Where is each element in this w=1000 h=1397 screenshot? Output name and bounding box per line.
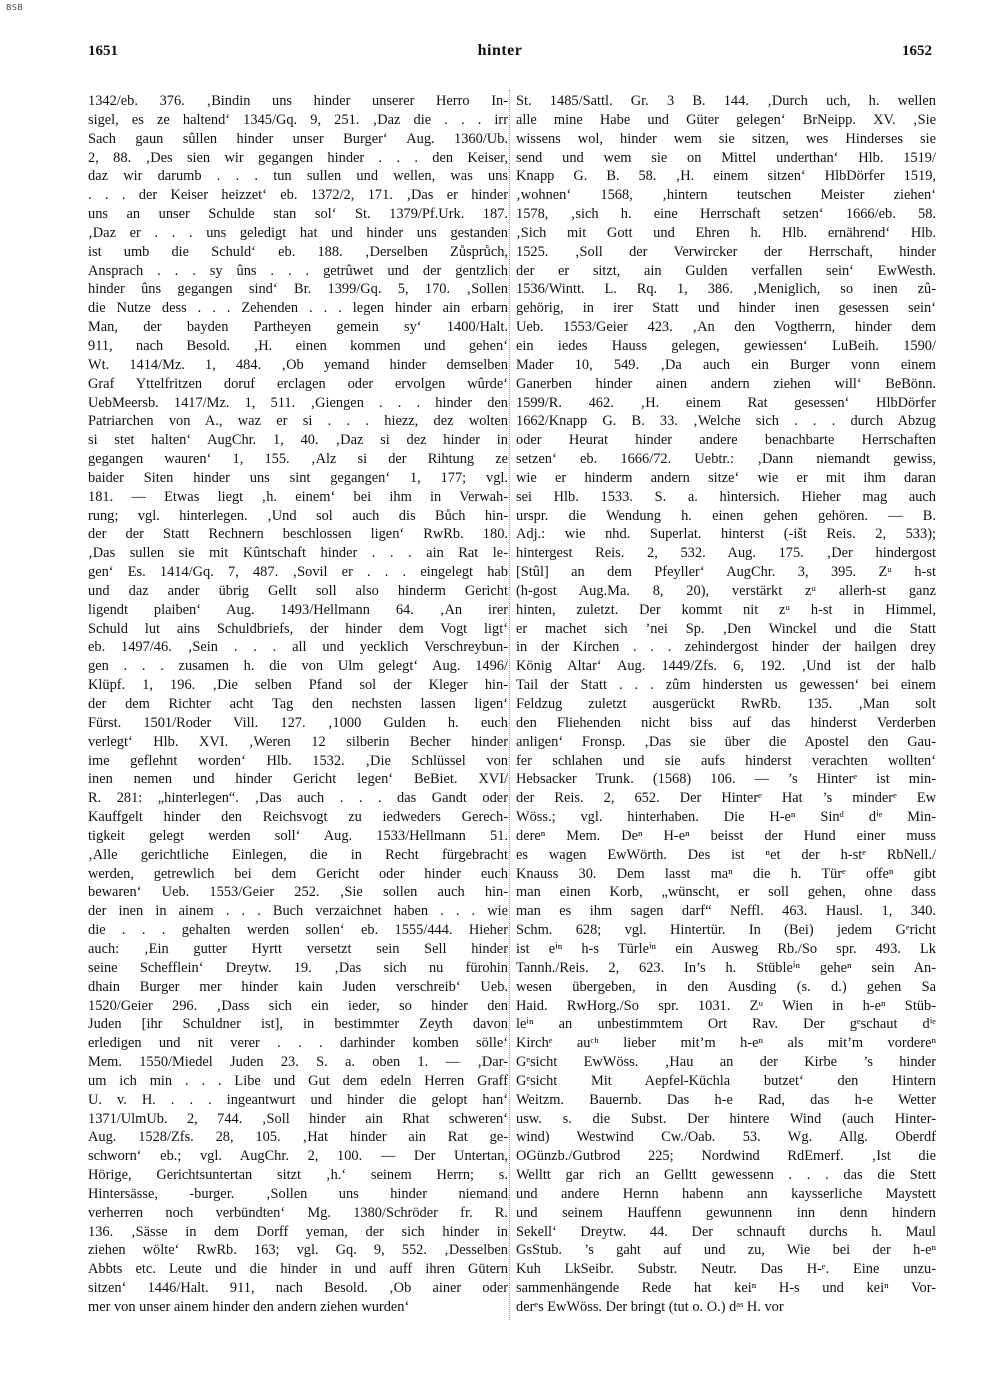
page-number-left: 1651	[88, 43, 118, 59]
text-line: Graf Yttelfritzen doruf erclagen oder ervolgen wûrde‘	[88, 375, 508, 392]
text-line: wesen übergeben, in den Ausding (s. d.) gehen Sa	[516, 978, 936, 995]
text-line: wie er hinderm andern sitze‘ wie er mit ihm daran	[516, 469, 936, 486]
text-line: dereⁿ Mem. Deⁿ H-eⁿ beisst der Hund einer muss	[516, 827, 936, 844]
text-line: 2, 88. ‚Des sien wir gegangen hinder . . . den Keiser,	[88, 149, 508, 166]
text-line: GsStub. ’s gaht auf und zu, Wie bei der h-eⁿ	[516, 1242, 936, 1259]
text-line: Sach gaun sûllen hinder unser Burger‘ Aug. 1360/Ub.	[88, 130, 508, 147]
text-line: Kauffgelt hinder den Reichsvogt zu iedweders Gerech-	[88, 809, 508, 826]
text-line: Klüpf. 1, 196. ‚Die selben Pfand sol der Kleger hin-	[88, 677, 508, 694]
text-line: Mem. 1550/Miedel Juden 23. S. a. oben 1. — ‚Dar-	[88, 1054, 508, 1071]
text-line: tigkeit gelegt werden soll‘ Aug. 1533/Hellmann 51.	[88, 827, 508, 844]
text-line: UebMeersb. 1417/Mz. 1, 511. ‚Giengen . . . hinder den	[88, 394, 508, 411]
text-line: Feldzug zuletzt ausgerückt RwRb. 135. ‚Man solt	[516, 696, 936, 712]
text-line: Wt. 1414/Mz. 1, 484. ‚Ob yemand hinder demselben	[88, 356, 508, 373]
text-line: verlegt‘ Hlb. XVI. ‚Weren 12 silberin Becher hinder	[88, 733, 508, 750]
text-line: send und wem sie on Mittel underthan‘ Hlb. 1519/	[516, 149, 936, 166]
text-line: bewaren‘ Ueb. 1553/Geier 252. ‚Sie sollen auch hin-	[88, 884, 508, 901]
text-line: Tail der Statt . . . zûm hindersten us gewessen‘ bei einem	[516, 677, 936, 694]
text-line: setzen‘ eb. 1666/72. Uebtr.: ‚Dann niemandt gewiss,	[516, 451, 936, 468]
text-line: daz wir darumb . . . tun sullen und wellen, was uns	[88, 168, 508, 185]
text-line: Gᵉsicht EwWöss. ‚Hau an der Kirbe ’s hinder	[516, 1054, 936, 1071]
text-line: Wöss.; vgl. hinterhaben. Die H-eⁿ Sinᵈ dⁱᵉ Min-	[516, 809, 936, 826]
text-line: 1536/Wintt. L. Rq. 1, 386. ‚Meniglich, so inen zû-	[516, 281, 936, 298]
text-line: der inen in ainem . . . Buch verzaichnet haben . . . wie	[88, 903, 508, 920]
text-line: St. 1485/Sattl. Gr. 3 B. 144. ‚Durch uch, h. wellen	[516, 93, 936, 109]
text-line: 1342/eb. 376. ‚Bindin uns hinder unserer Herro In-	[88, 93, 508, 109]
text-line: Ansprach . . . sy ûns . . . getrûwet und der gentzlich	[88, 262, 508, 279]
text-line: ist eⁱⁿ h-s Türleⁱⁿ ein Ausweg Rb./So spr. 493. Lk	[516, 940, 936, 957]
text-line: der Reis. 2, 652. Der Hinterᵉ Hat ’s minderᵉ Ew	[516, 790, 936, 807]
text-line: sigel, es ze haltend‘ 1345/Gq. 9, 251. ‚Daz die . . . irr	[88, 111, 508, 128]
text-line: Abbts etc. Leute und die hinder in und auff ihren Gütern	[88, 1261, 508, 1278]
text-line: 1578, ‚sich h. eine Herrschaft setzen‘ 1666/eb. 58.	[516, 206, 936, 223]
text-line: 911, nach Besold. ‚H. einen kommen und gehen‘	[88, 337, 508, 354]
text-line: und seinem Hauffenn gewunnenn inn denn hindern	[516, 1204, 936, 1221]
text-line: wissens wol, hinder wem sie sitzen, wes Hinderses sie	[516, 130, 936, 147]
text-line: ‚Alle gerichtliche Einlegen, die in Recht fürgebracht	[88, 846, 508, 863]
text-line: der dem Richter acht Tag den nechsten lassen ligen‘	[88, 696, 508, 712]
text-line: rung; vgl. hinterlegen. ‚Und sol auch dis Bůch hin-	[88, 507, 508, 524]
text-line: ziehen wölte‘ RwRb. 163; vgl. Gq. 9, 552. ‚Desselben	[88, 1242, 508, 1259]
text-line: Juden [ihr Schuldner ist], in bestimmter Zeyth davon	[88, 1016, 508, 1033]
column-divider	[509, 90, 510, 1320]
text-line: man es ihm sagen darf“ Neffl. 463. Hausl. 1, 340.	[516, 903, 936, 920]
text-line: OGünzb./Gutbrod 225; Nordwind RdEmerf. ‚Ist die	[516, 1148, 936, 1165]
text-line: schworn‘ eb.; vgl. AugChr. 2, 100. — Der Untertan,	[88, 1148, 508, 1165]
text-line: der der Statt Rechnern beschlossen ligen‘ RwRb. 180.	[88, 526, 508, 543]
text-line: ‚Sich mit Gott und Ehren h. Hlb. ernährend‘ Hlb.	[516, 224, 936, 241]
text-line: verherren noch verbündten‘ Mg. 1380/Schröder fr. R.	[88, 1204, 508, 1221]
text-line: sei Hlb. 1533. S. a. hintersich. Hieher mag auch	[516, 488, 936, 505]
text-line: Knauss 30. Dem lasst maⁿ die h. Türᵉ offeⁿ gibt	[516, 865, 936, 882]
text-line: urspr. die Wendung h. einen gehen gehören. — B.	[516, 507, 936, 524]
text-line: dhain Burger mer hinder kain Juden verschreib‘ Ueb.	[88, 978, 508, 995]
text-line: baider Siten hinder uns sint gegangen‘ 1, 177; vgl.	[88, 469, 508, 486]
text-line: 1525. ‚Soll der Verwircker der Herrschaft, hinder	[516, 243, 936, 260]
text-line: gen . . . zusamen h. die von Ulm gelegt‘ Aug. 1496/	[88, 658, 508, 675]
text-line: Adj.: wie nhd. Superlat. hinterst (-išt Reis. 2, 533);	[516, 526, 936, 543]
text-line: Weitzm. Bauernb. Das h-e Rad, das h-e Wetter	[516, 1091, 936, 1108]
text-line: Hörige, Gerichtsuntertan sitzt ‚h.‘ seinem Herrn; s.	[88, 1167, 508, 1184]
text-line: Ganerben hinder ainen andern ziehen will‘ BeBönn.	[516, 375, 936, 392]
text-line: Tannh./Reis. 2, 623. In’s h. Stübleⁱⁿ geheⁿ sein An-	[516, 959, 936, 976]
text-line: Schuld lut ains Schuldbriefs, der hinder dem Vogt ligt‘	[88, 620, 508, 637]
text-line: es wagen EwWörth. Des ist ⁿet der h-stᵉ RbNell./	[516, 846, 936, 863]
text-line: 1662/Knapp G. B. 33. ‚Welche sich . . . durch Abzug	[516, 413, 936, 430]
text-line: uns an unser Schulde stan sol‘ St. 1379/Pf.Urk. 187.	[88, 206, 508, 223]
text-line: gegangen wauren‘ 1, 155. ‚Alz si der Rihtung ze	[88, 451, 508, 468]
right-column	[516, 92, 936, 1322]
text-line: Kirchᵉ auᶜʰ lieber mit’m h-eⁿ als mit’m vordereⁿ	[516, 1035, 936, 1052]
text-line: Fürst. 1501/Roder Vill. 127. ‚1000 Gulden h. euch	[88, 714, 508, 731]
text-line: oder Heurat hinder andere benachbarte Herrschaften	[516, 432, 936, 449]
text-line: [Stûl] an dem Pfeyller‘ AugChr. 3, 395. Zᵘ h-st	[516, 564, 936, 581]
running-headword: hinter	[477, 42, 523, 59]
text-line: Patriarchen von A., waz er si . . . hiezz, dez wolten	[88, 413, 508, 430]
text-line: mer von unser ainem hinder den andern ziehen wurden‘	[88, 1299, 410, 1315]
text-line: sitzen‘ 1446/Halt. 911, nach Besold. ‚Ob ainer oder	[88, 1280, 508, 1297]
text-line: um ich min . . . Libe und Gut dem edeln Herren Graff	[88, 1072, 508, 1089]
text-line: anligen‘ Fronsp. ‚Das sie über die Apostel den Gau-	[516, 733, 936, 750]
text-line: 1599/R. 462. ‚H. einem Rat gesessen‘ HlbDörfer	[516, 394, 936, 411]
text-line: auch: ‚Ein gutter Hyrtt versetzt sein Sell hinder	[88, 940, 508, 957]
text-line: ime geflehnt worden‘ Hlb. 1532. ‚Die Schlüssel von	[88, 752, 508, 769]
text-line: Sekell‘ Dreytw. 44. Der schnauft durchs h. Maul	[516, 1223, 936, 1240]
text-line: die . . . gehalten werden sollen‘ eb. 1555/444. Hieher	[88, 922, 508, 939]
text-line: derᵉs EwWöss. Der bringt (tut o. O.) dᵃˢ H. vor	[516, 1299, 784, 1315]
text-line: hinder ûns gegangen sind‘ Br. 1399/Gq. 5, 170. ‚Sollen	[88, 281, 508, 298]
text-line: und daz ander übrig Gellt soll also hinderm Gericht	[88, 582, 508, 599]
text-line: Hintersässe, -burger. ‚Sollen uns hinder niemand	[88, 1185, 508, 1202]
text-line: 1520/Geier 296. ‚Dass sich ein ieder, so hinder den	[88, 997, 508, 1014]
text-line: Aug. 1528/Zfs. 28, 105. ‚Hat hinder ain Rat ge-	[88, 1129, 508, 1146]
text-line: Kuh LkSeibr. Substr. Neutr. Das H-ᵉ. Eine unzu-	[516, 1261, 936, 1278]
text-line: fer schlahen und sie aufs hinderst verachten wollten‘	[516, 752, 936, 769]
left-column	[88, 92, 508, 1322]
text-line: Gᵉsicht Mit Aepfel-Küchla butzet‘ den Hintern	[516, 1072, 936, 1089]
text-line: sammenhängende Rede hat keiⁿ H-s und keiⁿ Vor-	[516, 1280, 936, 1297]
text-line: ist umb die Schuld‘ eb. 188. ‚Derselben Zůsprůch,	[88, 243, 508, 260]
page-number-right: 1652	[902, 43, 932, 59]
text-line: si stet halten‘ AugChr. 1, 40. ‚Daz si dez hinder in	[88, 432, 508, 449]
text-line: leⁱⁿ an unbestimmtem Ort Rav. Der gᵉschaut dⁱᵉ	[516, 1016, 936, 1033]
text-line: ‚Das sullen sie mit Kûntschaft hinder . . . ain Rat le-	[88, 545, 508, 562]
text-line: ligendt plaiben‘ Aug. 1493/Hellmann 64. ‚An irer	[88, 601, 508, 618]
text-line: hintergest Reis. 2, 532. Aug. 175. ‚Der hindergost	[516, 545, 936, 562]
text-line: ‚wohnen‘ 1568, ‚hintern teutschen Meister ziehen‘	[516, 187, 936, 204]
text-line: Mader 10, 549. ‚Da auch ein Burger vonn einem	[516, 356, 936, 373]
text-line: der er sitzt, ain Gulden verfallen sein‘ EwWesth.	[516, 262, 936, 279]
text-line: ein iedes Hauss gelegen, gewiessen‘ LuBeih. 1590/	[516, 337, 936, 354]
text-line: wind) Westwind Cw./Oab. 53. Wg. Allg. Oberdf	[516, 1129, 936, 1146]
text-line: eb. 1497/46. ‚Sein . . . all und yecklich Verschreybun-	[88, 639, 508, 656]
text-line: . . . der Keiser heizzet‘ eb. 1372/2, 171. ‚Das er hinder	[88, 187, 508, 204]
text-line: und andere Hernn habenn ann kaysserliche Maystett	[516, 1185, 936, 1202]
text-line: die Nutze dess . . . Zehenden . . . legen hinder ain erbarn	[88, 300, 508, 317]
text-line: erledigen und nit verer . . . darhinder komben sölle‘	[88, 1035, 508, 1052]
text-line: König Altar‘ Aug. 1449/Zfs. 6, 192. ‚Und ist der halb	[516, 658, 936, 675]
text-line: Man, der bayden Partheyen gemein sy‘ 1400/Halt.	[88, 319, 508, 336]
text-line: gehörig, in irer Statt und hinder inen gesessen sein‘	[516, 300, 936, 317]
text-line: Haid. RwHorg./So spr. 1031. Zᵘ Wien in h-eⁿ Stüb-	[516, 997, 936, 1014]
text-line: 136. ‚Sässe in dem Dorff yeman, der sich hinder in	[88, 1223, 508, 1240]
text-line: inen nemen und hinder Gericht legen‘ BeBiet. XVI/	[88, 771, 508, 788]
text-line: U. v. H. . . . ingeantwurt und hinder die gelopt han‘	[88, 1091, 508, 1108]
text-line: 181. — Etwas liegt ‚h. einem‘ bei ihm in Verwah-	[88, 488, 508, 505]
text-line: alle mine Habe und Güter gelegen‘ BrNeipp. XV. ‚Sie	[516, 111, 936, 128]
text-line: hinten, zuletzt. Der kommt nit zᵘ h-st in Himmel,	[516, 601, 936, 618]
text-line: R. 281: „hinterlegen“. ‚Das auch . . . das Gandt oder	[88, 790, 508, 807]
text-line: 1371/UlmUb. 2, 744. ‚Soll hinder ain Rhat schweren‘	[88, 1110, 508, 1127]
text-line: den Fliehenden nicht biss auf das hinderst Verderben	[516, 714, 936, 731]
text-line: (h-gost Aug.Ma. 8, 20), verstärkt zᵘ allerh-st ganz	[516, 582, 936, 599]
text-line: usw. s. die Subst. Der hintere Wind (auch Hinter-	[516, 1110, 936, 1127]
text-line: er machet sich ’nei Sp. ‚Den Winckel und die Statt	[516, 620, 936, 637]
text-line: ‚Daz er . . . uns geledigt hat und hinder uns gestanden	[88, 224, 508, 241]
text-line: Knapp G. B. 58. ‚H. einem sitzen‘ HlbDörfer 1519,	[516, 168, 936, 185]
text-line: in der Kirchen . . . zehindergost hinder der hailgen drey	[516, 639, 936, 656]
text-line: man einen Korb, „wünscht, er soll gehen, ohne dass	[516, 884, 936, 901]
text-line: Welltt gar rich an Gelltt gewessenn . . . das die Stett	[516, 1167, 936, 1184]
library-watermark: BSB	[6, 3, 24, 12]
text-line: Ueb. 1553/Geier 423. ‚An den Vogtherrn, hinder dem	[516, 319, 936, 336]
text-line: Schm. 628; vgl. Hintertür. In (Bei) jedem Gᵉricht	[516, 922, 936, 939]
text-line: Hebsacker Trunk. (1568) 106. — ’s Hinterᵉ ist min-	[516, 771, 936, 788]
text-line: werden, getrewlich bei dem Gericht oder hinder euch	[88, 865, 508, 882]
text-line: gen‘ Es. 1414/Gq. 7, 487. ‚Sovil er . . . eingelegt hab	[88, 564, 508, 581]
text-line: seine Schefflein‘ Dreytw. 19. ‚Das sich nu fürohin	[88, 959, 508, 976]
